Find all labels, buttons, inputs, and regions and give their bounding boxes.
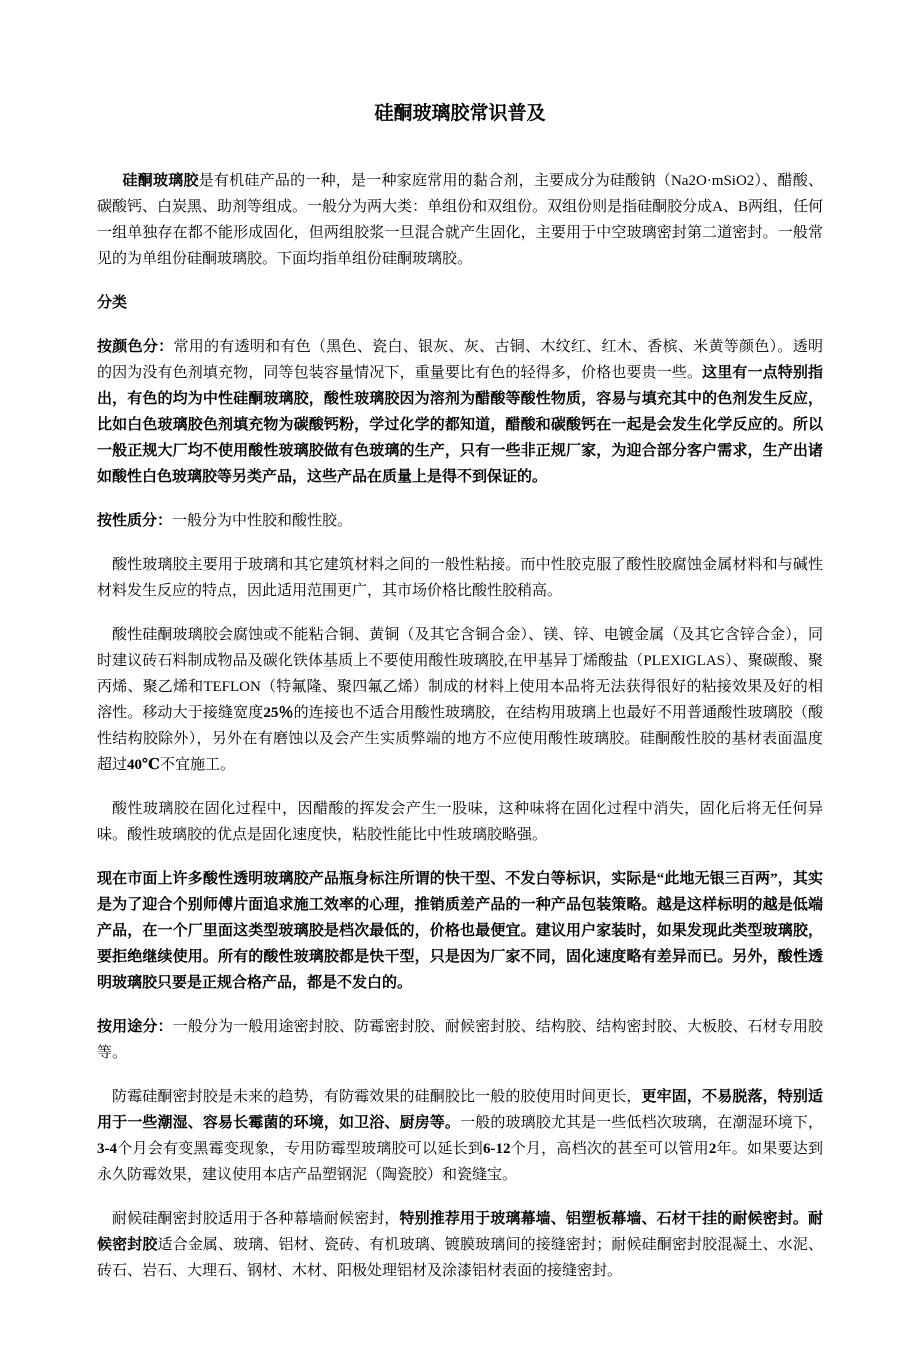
text-run: 一般的玻璃胶尤其是一些低档次玻璃，在潮湿环境下， bbox=[460, 1115, 823, 1131]
text-run: 适合金属、玻璃、铝材、瓷砖、有机玻璃、镀膜玻璃间的接缝密封；耐候硅酮密封胶混凝土、水泥、砖石、岩石、大理石、钢材、木材、阳极处理铝材及涂漆铝材表面的接缝密封。 bbox=[97, 1237, 823, 1279]
text-run: 特别推荐用于玻璃幕墙、铝塑板幕墙、石材干挂的耐候密封。耐候密封胶 bbox=[97, 1211, 823, 1253]
paragraph-by-property bbox=[97, 508, 823, 534]
paragraph-acid-corrosion bbox=[97, 622, 823, 778]
paragraph-by-color bbox=[97, 334, 823, 490]
text-run: 年。如果要达到永久防霉效果，建议使用本店产品塑钢泥（陶瓷胶）和瓷缝宝。 bbox=[97, 1141, 823, 1183]
text-run: 是有机硅产品的一种，是一种家庭常用的黏合剂，主要成分为硅酸钠（Na2O·mSiO2）、醋酸、碳酸钙、白炭黑、助剂等组成。一般分为两大类：单组份和双组份。双组份则是指硅酮胶分成A、B两组，任何一组单独存在都不能形成固化，但两组胶浆一旦混合就产生固化，主要用于中空玻璃密封第二道密封。一般常见的为单组份硅酮玻璃胶。下面均指单组份硅酮玻璃胶。 bbox=[97, 173, 823, 267]
text-run: 酸性玻璃胶主要用于玻璃和其它建筑材料之间的一般性粘接。而中性胶克服了酸性胶腐蚀金属材料和与碱性材料发生反应的特点，因此适用范围更广，其市场价格比酸性胶稍高。 bbox=[97, 557, 823, 599]
text-run: 6-12 bbox=[482, 1141, 511, 1157]
text-run: 更牢固，不易脱落，特别适用于一些潮湿、容易长霉菌的环境，如卫浴、厨房等。 bbox=[97, 1089, 823, 1131]
text-run: 个月会有变黑霉变现象，专用防霉型玻璃胶可以延长到 bbox=[117, 1141, 483, 1157]
text-run: 常用的有透明和有色（黑色、瓷白、银灰、灰、古铜、木纹红、红木、香槟、米黄等颜色）。透明的因为没有色剂填充物，同等包装容量情况下，重量要比有色的轻得多，价格也要贵一些。 bbox=[97, 339, 823, 381]
text-run: 一般分为一般用途密封胶、防霉密封胶、耐候密封胶、结构胶、结构密封胶、大板胶、石材专用胶等。 bbox=[97, 1019, 823, 1061]
paragraph-acid-curing bbox=[97, 796, 823, 848]
paragraph-by-use bbox=[97, 1014, 823, 1066]
text-run: 个月，高档次的甚至可以管用 bbox=[510, 1141, 709, 1157]
paragraph-intro bbox=[97, 168, 823, 272]
paragraph-mildew-proof bbox=[97, 1084, 823, 1188]
text-run: 分类 bbox=[97, 295, 128, 311]
text-run: 按颜色分： bbox=[97, 339, 174, 355]
text-run: 3-4 bbox=[97, 1141, 117, 1157]
text-run: 现在市面上许多酸性透明玻璃胶产品瓶身标注所谓的快干型、不发白等标识，实际是“此地无银三百两”，其实是为了迎合个别师傅片面追求施工效率的心理，推销质差产品的一种产品包装策略。越是这样标明的越是低端产品，在一个厂里面这类型玻璃胶是档次最低的，价格也最便宜。建议用户家装时，如果发现此类型玻璃胶，要拒绝继续使用。所有的酸性玻璃胶都是快干型，只是因为厂家不同，固化速度略有差异而已。另外，酸性透明玻璃胶只要是正规合格产品，都是不发白的。 bbox=[97, 871, 823, 991]
text-run: 按性质分： bbox=[97, 513, 173, 529]
text-run: 按用途分： bbox=[97, 1019, 173, 1035]
text-run: 40℃ bbox=[127, 757, 160, 773]
paragraph-market-warning bbox=[97, 866, 823, 996]
text-run: 这里有一点特别指出，有色的均为中性硅酮玻璃胶，酸性玻璃胶因为溶剂为醋酸等酸性物质，容易与填充其中的色剂发生反应，比如白色玻璃胶色剂填充物为碳酸钙粉，学过化学的都知道，醋酸和碳酸钙在一起是会发生化学反应的。所以一般正规大厂均不使用酸性玻璃胶做有色玻璃的生产，只有一些非正规厂家，为迎合部分客户需求，生产出诸如酸性白色玻璃胶等另类产品，这些产品在质量上是得不到保证的。 bbox=[97, 365, 823, 485]
text-run: 防霉硅酮密封胶是未来的趋势，有防霉效果的硅酮胶比一般的胶使用时间更长， bbox=[112, 1089, 642, 1105]
text-run: 不宜施工。 bbox=[160, 757, 236, 773]
text-run: 硅酮玻璃胶 bbox=[122, 173, 199, 189]
text-run: 25％ bbox=[263, 705, 294, 721]
text-run: 酸性玻璃胶在固化过程中，因醋酸的挥发会产生一股味，这种味将在固化过程中消失，固化后将无任何异味。酸性玻璃胶的优点是固化速度快，粘胶性能比中性玻璃胶略强。 bbox=[97, 801, 823, 843]
section-heading-classification bbox=[97, 290, 823, 316]
paragraph-acid-usage bbox=[97, 552, 823, 604]
text-run: 酸性硅酮玻璃胶会腐蚀或不能粘合铜、黄铜（及其它含铜合金）、镁、锌、电镀金属（及其它含锌合金），同时建议砖石料制成物品及碳化铁体基质上不要使用酸性玻璃胶,在甲基异丁烯酸盐（PLEXIGLAS）、聚碳酸、聚丙烯、聚乙烯和TEFLON（特氟隆、聚四氟乙烯）制成的材料上使用本品将无法获得很好的粘接效果及好的相溶性。移动大于接缝宽度 bbox=[97, 627, 823, 721]
document-title: 硅酮玻璃胶常识普及 bbox=[374, 103, 546, 124]
text-run: 耐候硅酮密封胶适用于各种幕墙耐候密封， bbox=[112, 1211, 400, 1227]
paragraph-weather-proof bbox=[97, 1206, 823, 1284]
text-run: 2 bbox=[708, 1141, 717, 1157]
text-run: 的连接也不适合用酸性玻璃胶，在结构用玻璃上也最好不用普通酸性玻璃胶（酸性结构胶除外），另外在有磨蚀以及会产生实质弊端的地方不应使用酸性玻璃胶。硅酮酸性胶的基材表面温度超过 bbox=[97, 705, 823, 773]
text-run: 一般分为中性胶和酸性胶。 bbox=[172, 513, 353, 529]
